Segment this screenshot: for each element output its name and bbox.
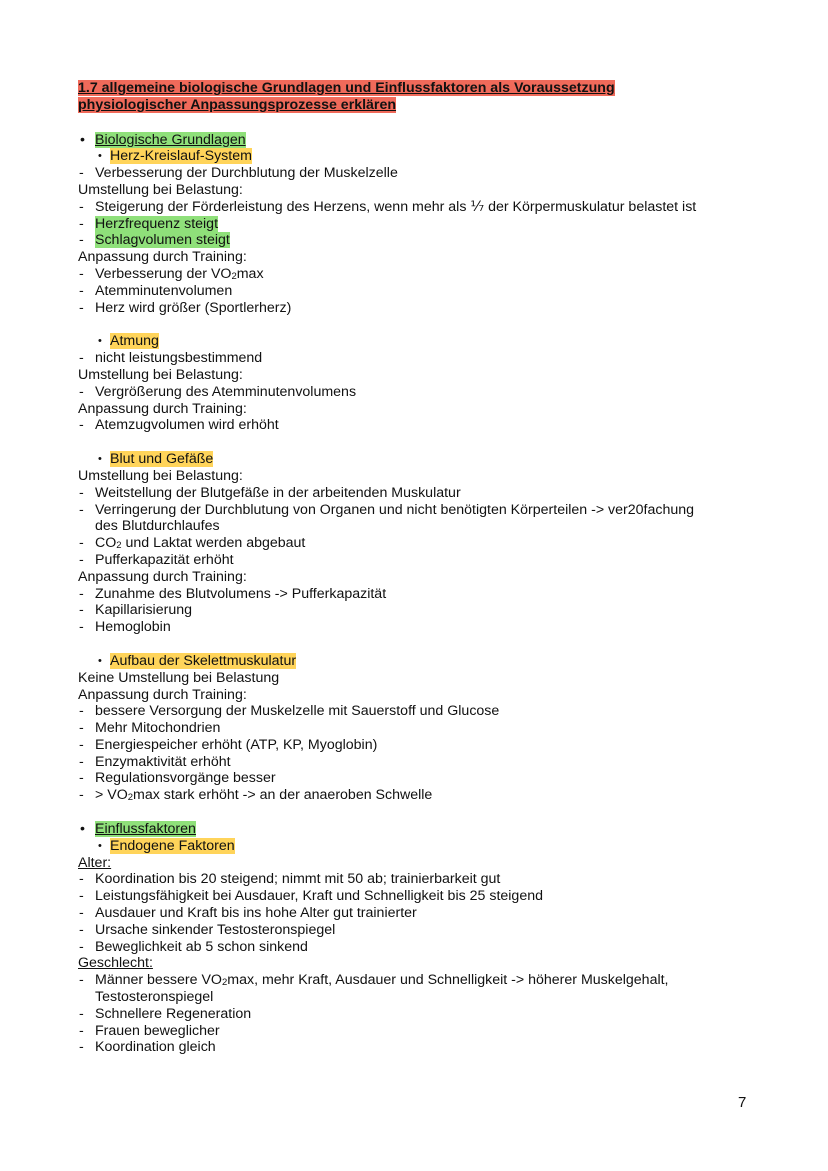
section-heading: Biologische Grundlagen [95,131,246,148]
list-item: - Verbesserung der $VO_2\max$ [79,265,264,282]
section-einflussfaktoren [78,821,778,838]
dash-icon: - [79,585,84,602]
label-geschlecht: Geschlecht: [78,955,153,972]
bullet-icon: • [98,150,102,163]
dash-icon: - [79,972,84,989]
subsection-atmung [78,333,778,350]
dash-icon: - [79,753,84,770]
bullet-icon: • [98,453,102,466]
list-item: - Herzfrequenz steigt [79,215,219,232]
list-item: - bessere Versorgung der Muskelzelle mit Sauerstoff und Glucose [79,703,500,720]
list-item: - Weitstellung der Blutgefäße in der arbeitenden Muskulatur [79,484,461,501]
subsection-endogene-faktoren [78,838,778,855]
dash-icon: - [79,1005,84,1022]
dash-icon: - [79,215,84,232]
list-item: - Zunahme des Blutvolumens -> Pufferkapazität [79,585,387,602]
list-item: - Atemminutenvolumen [79,282,233,299]
list-item: - Steigerung der Förderleistung des Herzens, wenn mehr als ⅐ der Körpermuskulatur belastet ist [79,198,697,215]
list-item: - Männer bessere $VO_2\max$, mehr Kraft, Ausdauer und Schnelligkeit -> höherer Muskelgehalt, [79,972,669,989]
section-heading: Einflussfaktoren [95,821,196,838]
subsection-heading: Herz-Kreislauf-System [110,148,252,165]
dash-icon: - [79,232,84,249]
bullet-icon: • [98,839,102,852]
list-item: - Mehr Mitochondrien [79,720,221,737]
dash-icon: - [79,535,84,552]
list-item: - > $VO_2\max$ stark erhöht -> an der anaeroben Schwelle [79,787,433,804]
dash-icon: - [79,265,84,282]
dash-icon: - [79,165,84,182]
subsection-heading: Blut und Gefäße [110,451,214,468]
dash-icon: - [79,619,84,636]
bullet-icon: • [80,821,85,838]
dash-icon: - [79,484,84,501]
bullet-icon: • [80,131,85,148]
dash-icon: - [79,720,84,737]
list-item: - Frauen beweglicher [79,1022,220,1039]
dash-icon: - [79,703,84,720]
list-item: - nicht leistungsbestimmend [79,350,263,367]
label: Anpassung durch Training: [78,686,247,703]
label: Umstellung bei Belastung: [78,366,243,383]
dash-icon: - [79,282,84,299]
list-item: - Hemoglobin [79,619,171,636]
label: Anpassung durch Training: [78,249,247,266]
dash-icon: - [79,1022,84,1039]
dash-icon: - [79,501,84,518]
title-line-2: physiologischer Anpassungsprozesse erklären [78,96,397,113]
dash-icon: - [79,888,84,905]
dash-icon: - [79,602,84,619]
list-item-continuation: Testosteronspiegel [95,989,214,1006]
dash-icon: - [79,921,84,938]
list-item: - Verringerung der Durchblutung von Organen und nicht benötigten Körperteilen -> ver20fachung [79,501,695,518]
section-biologische-grundlagen [78,132,778,149]
list-item: - Leistungsfähigkeit bei Ausdauer, Kraft und Schnelligkeit bis 25 steigend [79,888,543,905]
subsection-blut-gefaesse [78,451,778,468]
list-item: - Schlagvolumen steigt [79,232,230,249]
label: Umstellung bei Belastung: [78,181,243,198]
list-item: - $CO_2$ und Laktat werden abgebaut [79,535,306,552]
subsection-skelettmuskulatur [78,653,778,670]
list-item: - Regulationsvorgänge besser [79,770,276,787]
dash-icon: - [79,938,84,955]
label: Umstellung bei Belastung: [78,467,243,484]
label: Keine Umstellung bei Belastung [78,669,280,686]
dash-icon: - [79,350,84,367]
subsection-heading: Aufbau der Skelettmuskulatur [110,652,297,669]
list-item: - Schnellere Regeneration [79,1005,252,1022]
list-item: - Kapillarisierung [79,602,192,619]
list-item: - Herz wird größer (Sportlerherz) [79,299,292,316]
list-item: - Ursache sinkender Testosteronspiegel [79,921,336,938]
list-item: - Verbesserung der Durchblutung der Muskelzelle [79,165,398,182]
list-item-continuation: des Blutdurchlaufes [95,518,220,535]
dash-icon: - [79,871,84,888]
dash-icon: - [79,383,84,400]
dash-icon: - [79,787,84,804]
title-line-1: 1.7 allgemeine biologische Grundlagen und Einflussfaktoren als Voraussetzung [78,80,615,96]
dash-icon: - [79,417,84,434]
list-item: - Pufferkapazität erhöht [79,551,234,568]
label-alter: Alter: [78,854,112,871]
subsection-herz-kreislauf [78,148,778,165]
dash-icon: - [79,736,84,753]
document-title [78,80,778,97]
dash-icon: - [79,299,84,316]
list-item: - Energiespeicher erhöht (ATP, KP, Myoglobin) [79,736,378,753]
subsection-heading: Atmung [110,333,159,350]
page-number: 7 [738,1094,747,1111]
dash-icon: - [79,198,84,215]
dash-icon: - [79,551,84,568]
label: Anpassung durch Training: [78,400,247,417]
dash-icon: - [79,770,84,787]
list-item: - Vergrößerung des Atemminutenvolumens [79,383,357,400]
document-body [78,80,778,1056]
list-item: - Koordination gleich [79,1039,216,1056]
list-item: - Ausdauer und Kraft bis ins hohe Alter gut trainierter [79,905,417,922]
list-item: - Enzymaktivität erhöht [79,753,231,770]
list-item: - Beweglichkeit ab 5 schon sinkend [79,938,308,955]
label: Anpassung durch Training: [78,568,247,585]
list-item: - Koordination bis 20 steigend; nimmt mit 50 ab; trainierbarkeit gut [79,871,501,888]
bullet-icon: • [98,654,102,667]
subsection-heading: Endogene Faktoren [110,837,235,854]
dash-icon: - [79,1039,84,1056]
bullet-icon: • [98,335,102,348]
dash-icon: - [79,905,84,922]
list-item: - Atemzugvolumen wird erhöht [79,417,279,434]
